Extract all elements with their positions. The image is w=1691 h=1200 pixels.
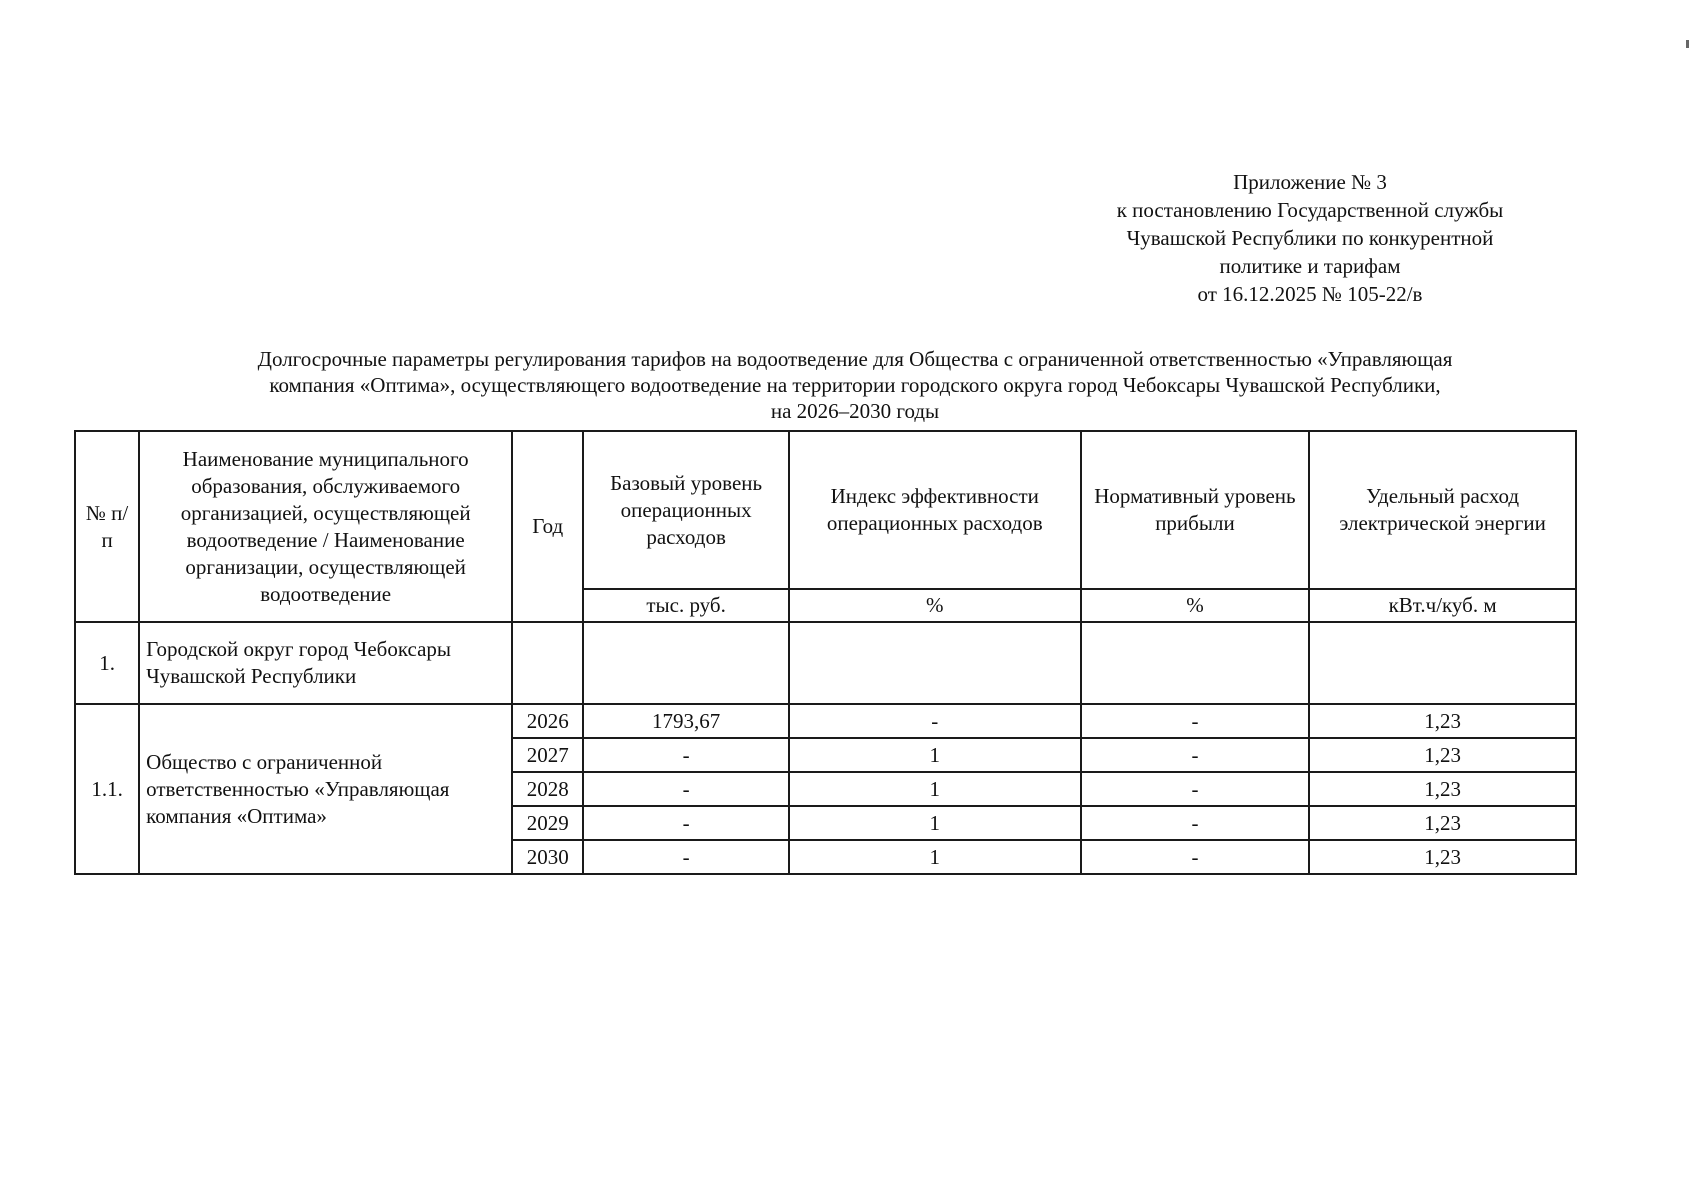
cell-base: -: [583, 806, 789, 840]
appendix-line: от 16.12.2025 № 105-22/в: [1197, 282, 1423, 306]
cell-base: -: [583, 772, 789, 806]
cell-year: 2027: [512, 738, 583, 772]
unit-base: тыс. руб.: [583, 589, 789, 622]
cell-energy: 1,23: [1309, 738, 1576, 772]
cell-index: 1: [789, 840, 1081, 874]
group-num: 1.: [75, 622, 139, 704]
cell-profit: -: [1081, 704, 1310, 738]
cell-profit: -: [1081, 840, 1310, 874]
empty-cell: [583, 622, 789, 704]
header-row: [75, 431, 1576, 589]
cell-profit: -: [1081, 738, 1310, 772]
title-line: на 2026–2030 годы: [770, 399, 940, 423]
cell-index: 1: [789, 738, 1081, 772]
header-year: Год: [512, 431, 583, 622]
cell-base: -: [583, 738, 789, 772]
appendix-line: Приложение № 3: [1233, 170, 1387, 194]
header-profit-level: Нормативный уровень прибыли: [1081, 431, 1310, 589]
cell-energy: 1,23: [1309, 704, 1576, 738]
scan-mark: [1686, 40, 1689, 48]
header-efficiency-index: Индекс эффективности операционных расходов: [789, 431, 1081, 589]
header-name: Наименование муниципального образования, обслуживаемого организацией, осуществляющей водоотведение / Наименование организации, осуществляющей водоотведение: [139, 431, 512, 622]
appendix-block: [1060, 168, 1560, 308]
empty-cell: [512, 622, 583, 704]
empty-cell: [1081, 622, 1310, 704]
group-name: Городской округ город Чебоксары Чувашской Республики: [139, 622, 512, 704]
document-title: [95, 346, 1615, 424]
header-num: № п/п: [75, 431, 139, 622]
empty-cell: [789, 622, 1081, 704]
cell-profit: -: [1081, 806, 1310, 840]
table-row: [75, 704, 1576, 738]
appendix-line: политике и тарифам: [1219, 254, 1401, 278]
parameters-table: [74, 430, 1577, 875]
cell-index: 1: [789, 806, 1081, 840]
title-line: компания «Оптима», осуществляющего водоотведение на территории городского округа город Чебоксары Чувашской Республики,: [269, 373, 1441, 397]
appendix-line: к постановлению Государственной службы: [1116, 198, 1504, 222]
unit-energy: кВт.ч/куб. м: [1309, 589, 1576, 622]
header-base-opex: Базовый уровень операционных расходов: [583, 431, 789, 589]
empty-cell: [1309, 622, 1576, 704]
cell-year: 2026: [512, 704, 583, 738]
cell-base: -: [583, 840, 789, 874]
unit-profit: %: [1081, 589, 1310, 622]
cell-energy: 1,23: [1309, 840, 1576, 874]
org-num: 1.1.: [75, 704, 139, 874]
cell-energy: 1,23: [1309, 806, 1576, 840]
group-row: [75, 622, 1576, 704]
header-energy: Удельный расход электрической энергии: [1309, 431, 1576, 589]
cell-year: 2030: [512, 840, 583, 874]
cell-index: 1: [789, 772, 1081, 806]
cell-base: 1793,67: [583, 704, 789, 738]
appendix-line: Чувашской Республики по конкурентной: [1126, 226, 1494, 250]
org-name: Общество с ограниченной ответственностью «Управляющая компания «Оптима»: [139, 704, 512, 874]
unit-index: %: [789, 589, 1081, 622]
cell-year: 2029: [512, 806, 583, 840]
cell-energy: 1,23: [1309, 772, 1576, 806]
title-line: Долгосрочные параметры регулирования тарифов на водоотведение для Общества с ограниченной ответственностью «Управляющая: [257, 347, 1453, 371]
cell-profit: -: [1081, 772, 1310, 806]
cell-index: -: [789, 704, 1081, 738]
cell-year: 2028: [512, 772, 583, 806]
